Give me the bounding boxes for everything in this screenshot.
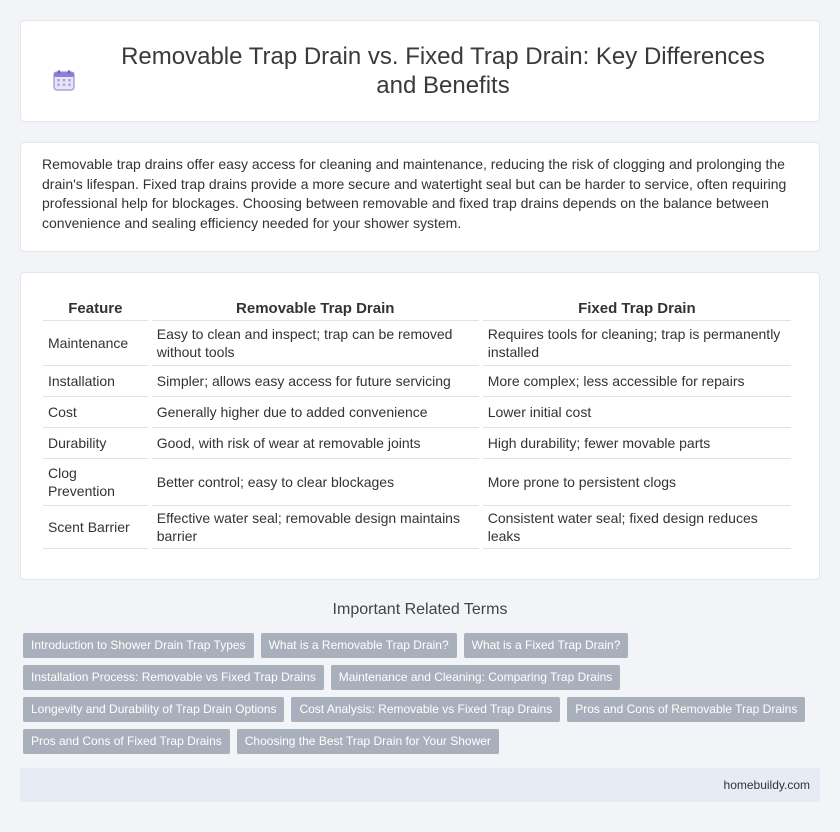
fixed-cell: More complex; less accessible for repairs xyxy=(483,366,791,397)
related-terms-title: Important Related Terms xyxy=(332,601,508,618)
feature-cell: Clog Prevention xyxy=(43,459,148,506)
feature-cell: Maintenance xyxy=(43,321,148,366)
footer-site-link[interactable]: homebuildy.com xyxy=(723,778,810,792)
related-term-tag[interactable]: Pros and Cons of Fixed Trap Drains xyxy=(23,729,230,754)
tag-row xyxy=(23,729,823,754)
related-term-tag[interactable]: Choosing the Best Trap Drain for Your Shower xyxy=(237,729,499,754)
table-row xyxy=(43,506,791,549)
feature-cell: Durability xyxy=(43,428,148,459)
fixed-cell: Lower initial cost xyxy=(483,397,791,428)
table-row xyxy=(43,428,791,459)
calendar-icon xyxy=(52,68,76,92)
related-term-tag[interactable]: Introduction to Shower Drain Trap Types xyxy=(23,633,254,658)
table-row xyxy=(43,459,791,506)
removable-cell: Easy to clean and inspect; trap can be removed without tools xyxy=(152,321,479,366)
related-term-tag[interactable]: Installation Process: Removable vs Fixed Trap Drains xyxy=(23,665,324,690)
column-header-fixed: Fixed Trap Drain xyxy=(483,293,791,321)
fixed-cell: Consistent water seal; fixed design reduces leaks xyxy=(483,506,791,549)
removable-cell: Effective water seal; removable design maintains barrier xyxy=(152,506,479,549)
column-header-feature: Feature xyxy=(43,293,148,321)
related-term-tag[interactable]: What is a Fixed Trap Drain? xyxy=(464,633,629,658)
removable-cell: Generally higher due to added convenience xyxy=(152,397,479,428)
related-term-tag[interactable]: Maintenance and Cleaning: Comparing Trap Drains xyxy=(331,665,621,690)
removable-cell: Better control; easy to clear blockages xyxy=(152,459,479,506)
related-term-tag[interactable]: Pros and Cons of Removable Trap Drains xyxy=(567,697,805,722)
related-term-tag[interactable]: Cost Analysis: Removable vs Fixed Trap Drains xyxy=(291,697,560,722)
footer xyxy=(20,768,820,802)
related-terms-tags xyxy=(23,633,823,761)
intro-text: Removable trap drains offer easy access for cleaning and maintenance, reducing the risk of clogging and prolonging the drain's lifespan. Fixed trap drains provide a more secure and watertight seal but can be harder to service, often requiring professional help for blockages. Choosing between removable and fixed trap drains depends on the balance between convenience and sealing efficiency needed for your shower system. xyxy=(42,156,787,231)
fixed-cell: More prone to persistent clogs xyxy=(483,459,791,506)
fixed-cell: Requires tools for cleaning; trap is permanently installed xyxy=(483,321,791,366)
removable-cell: Good, with risk of wear at removable joints xyxy=(152,428,479,459)
table-row xyxy=(43,321,791,366)
removable-cell: Simpler; allows easy access for future servicing xyxy=(152,366,479,397)
tag-row xyxy=(23,697,823,722)
feature-cell: Installation xyxy=(43,366,148,397)
table-row xyxy=(43,366,791,397)
intro-card xyxy=(20,142,820,252)
title-wrap xyxy=(50,42,790,100)
feature-cell: Scent Barrier xyxy=(43,506,148,549)
comparison-table xyxy=(39,293,795,549)
tag-row xyxy=(23,633,823,658)
comparison-table-card xyxy=(20,272,820,580)
fixed-cell: High durability; fewer movable parts xyxy=(483,428,791,459)
table-row xyxy=(43,397,791,428)
related-term-tag[interactable]: What is a Removable Trap Drain? xyxy=(261,633,457,658)
column-header-removable: Removable Trap Drain xyxy=(152,293,479,321)
tag-row xyxy=(23,665,823,690)
page-title: Removable Trap Drain vs. Fixed Trap Drain: Key Differences and Benefits xyxy=(121,43,765,99)
feature-cell: Cost xyxy=(43,397,148,428)
header-card xyxy=(20,20,820,122)
related-term-tag[interactable]: Longevity and Durability of Trap Drain Options xyxy=(23,697,284,722)
